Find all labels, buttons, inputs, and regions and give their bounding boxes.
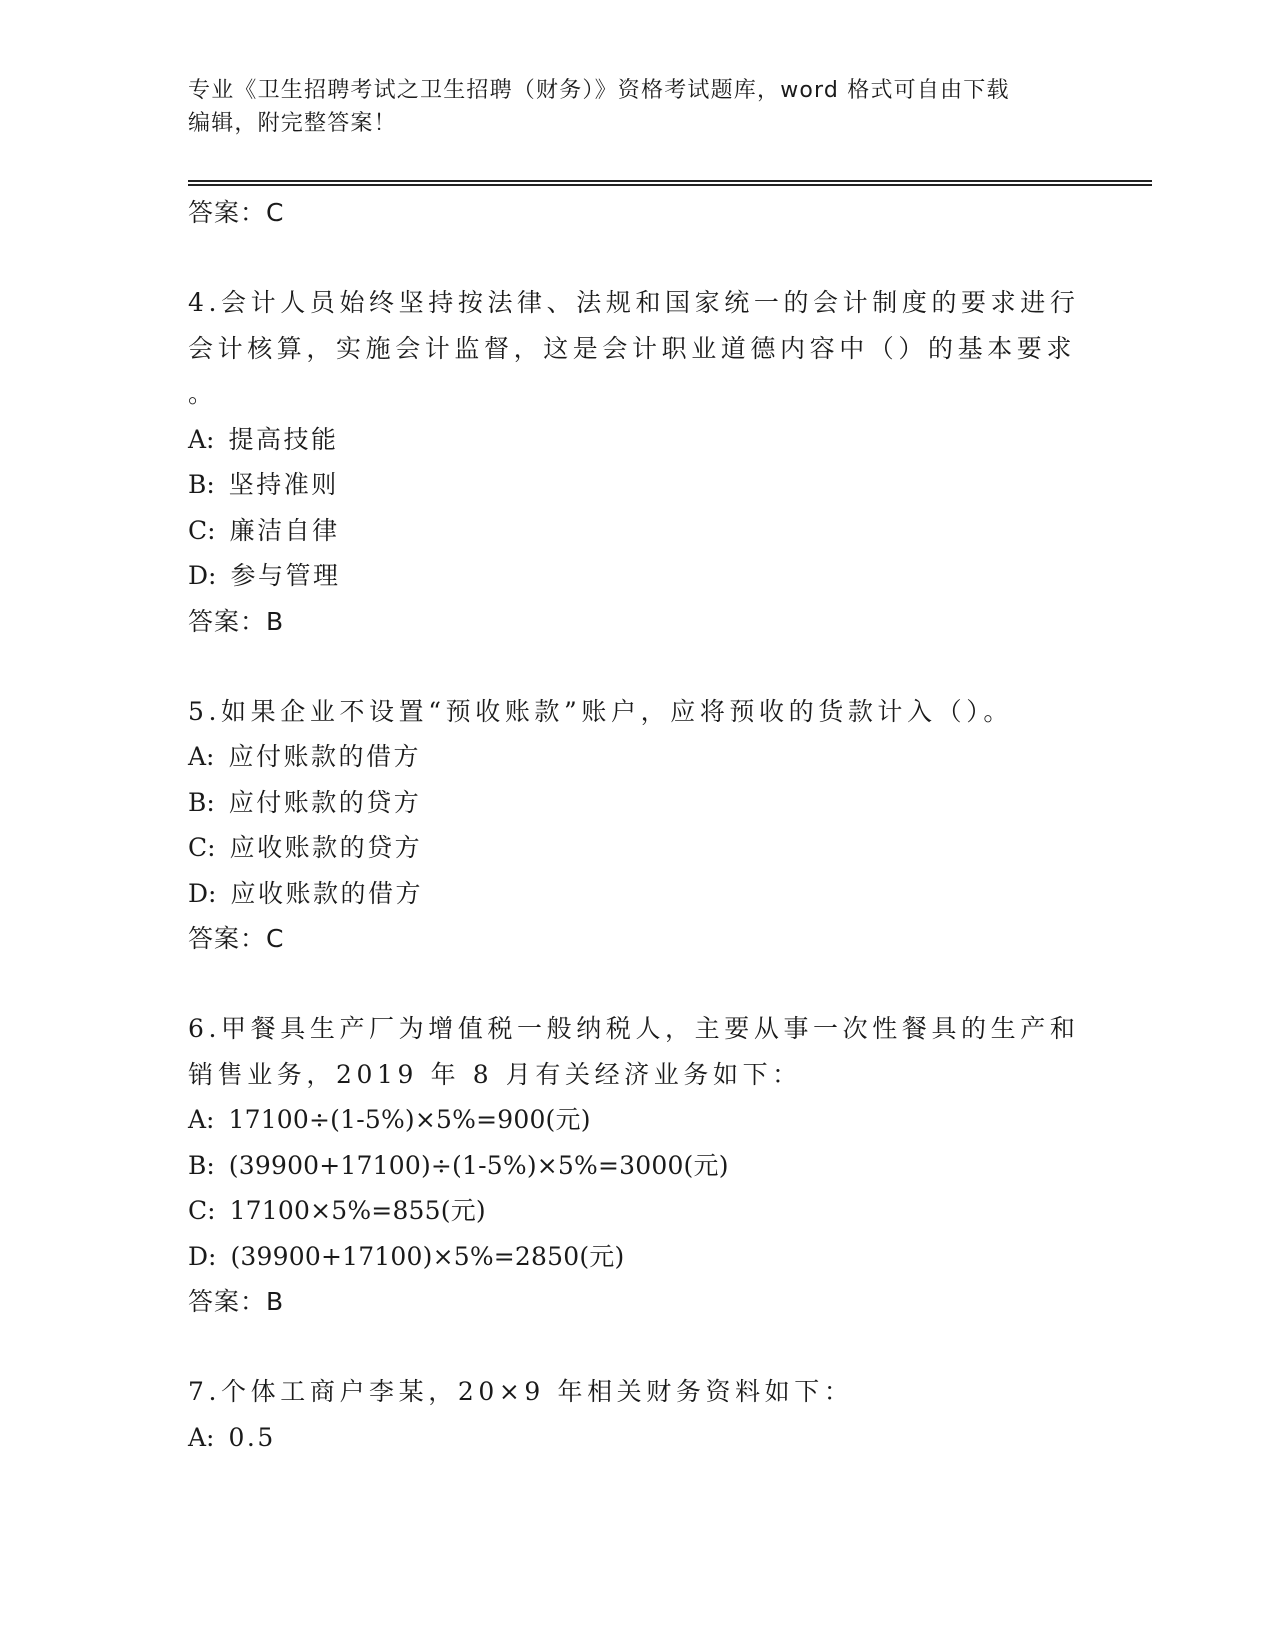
option-key: D: [188,878,217,908]
answer-line: 答案：C [188,198,285,227]
option-text: 提高技能 [228,424,339,454]
option-key: A: [188,1422,215,1452]
option-text: 0.5 [228,1422,276,1452]
option-key: B: [188,470,215,499]
stem-line: 7.个体工商户李某，20×9 年相关财务资料如下： [188,1377,854,1406]
header-divider-top [188,180,1152,182]
header-line-1: 专业《卫生招聘考试之卫生招聘（财务）》资格考试题库，word 格式可自由下载 [188,78,1010,103]
stem-line: 。 [188,379,218,408]
option-key: C: [188,1196,216,1225]
answer-line: 答案：B [188,606,285,636]
option-key: B: [188,1150,215,1180]
question-item [188,689,1088,963]
header-line-2: 编辑，附完整答案！ [188,111,397,136]
option-c [188,1188,1088,1234]
option-text: 应付账款的贷方 [228,787,422,817]
option-key: D: [188,561,217,590]
option-text: 17100×5%=855(元) [229,1196,486,1225]
option-text: 坚持准则 [228,470,339,499]
option-text: (39900+17100)÷(1-5%)×5%=3000(元) [228,1150,729,1180]
question-stem [188,280,1088,417]
option-key: C: [188,515,216,545]
option-a [188,417,1088,463]
option-text: 17100÷(1-5%)×5%=900(元) [228,1105,591,1134]
option-key: A: [188,742,215,771]
option-text: 应收账款的借方 [230,878,423,908]
option-text: 廉洁自律 [229,515,340,545]
option-d [188,871,1088,917]
answer-line: 答案：B [188,1287,285,1316]
question-stem [188,1006,1088,1097]
stem-line: 销售业务，2019 年 8 月有关经济业务如下： [188,1059,802,1089]
option-text: (39900+17100)×5%=2850(元) [230,1241,625,1271]
stem-line: 6.甲餐具生产厂为增值税一般纳税人，主要从事一次性餐具的生产和 [188,1014,1080,1043]
question-item [188,1369,1088,1460]
option-b [188,462,1088,508]
option-b [188,1143,1088,1189]
option-a [188,1097,1088,1143]
stem-line: 5.如果企业不设置“预收账款”账户，应将预收的货款计入（）。 [188,696,1013,726]
option-d [188,553,1088,599]
question-stem [188,689,1088,735]
document-header [188,74,1088,140]
option-key: D: [188,1241,217,1271]
option-text: 参与管理 [230,561,341,590]
option-a [188,734,1088,780]
question-item [188,1006,1088,1325]
option-a [188,1415,1088,1461]
answer-line: 答案：C [188,924,285,953]
option-key: C: [188,833,216,862]
option-key: A: [188,1105,215,1134]
question-list [188,190,1088,1460]
header-divider-bottom [188,184,1152,186]
question-item [188,280,1088,645]
option-text: 应付账款的借方 [228,742,421,771]
option-c [188,825,1088,871]
option-b [188,780,1088,826]
stem-line: 4.会计人员始终坚持按法律、法规和国家统一的会计制度的要求进行 [188,288,1080,317]
option-c [188,508,1088,554]
stem-line: 会计核算，实施会计监督，这是会计职业道德内容中（）的基本要求 [188,333,1077,363]
option-key: A: [188,424,215,454]
option-key: B: [188,787,215,817]
option-text: 应收账款的贷方 [229,833,423,862]
question-stem [188,1369,1088,1415]
option-d [188,1234,1088,1280]
